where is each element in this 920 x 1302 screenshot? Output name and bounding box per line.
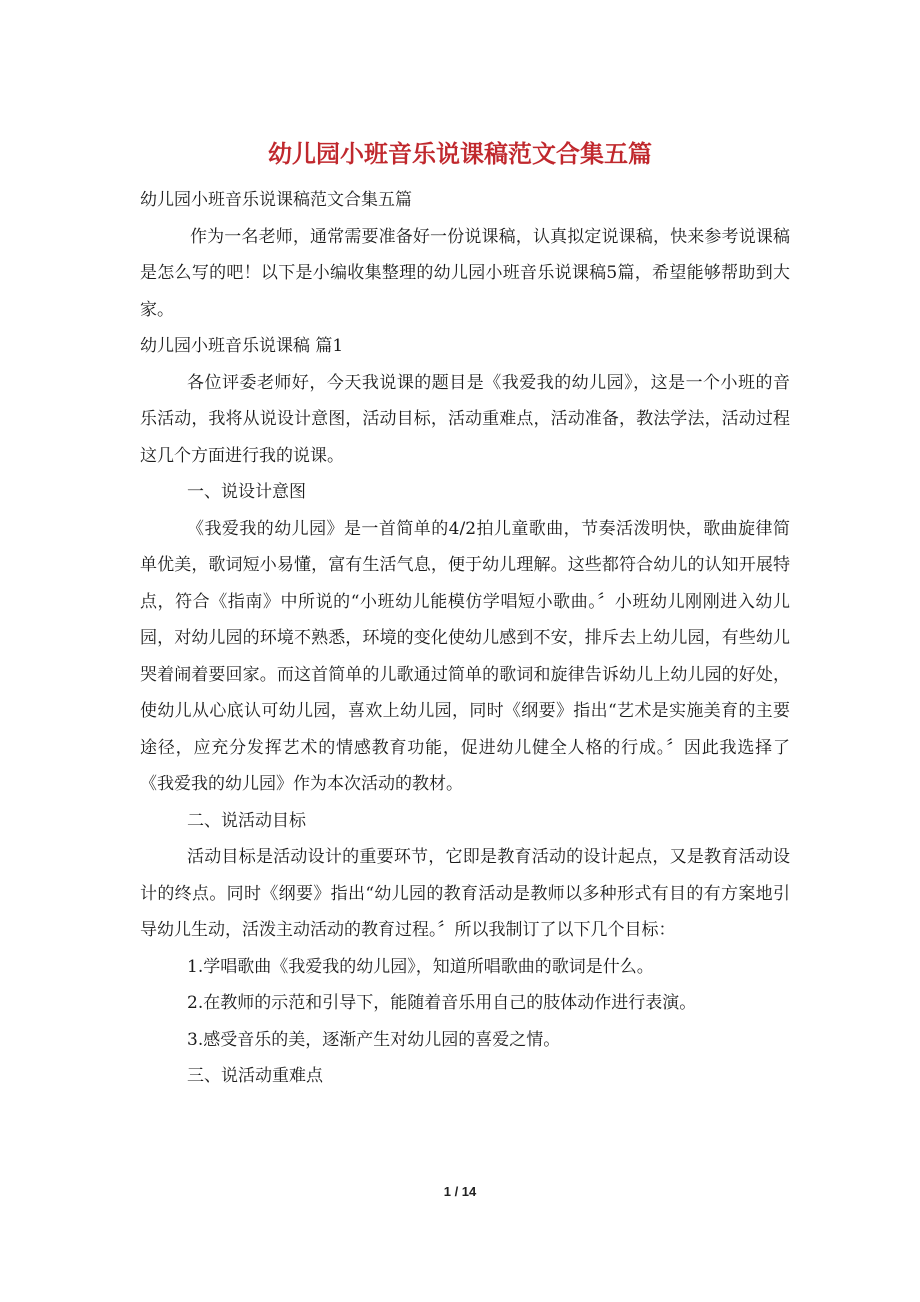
goal-item-1: 1.学唱歌曲《我爱我的幼儿园》，知道所唱歌曲的歌词是什么。 (187, 956, 654, 977)
heading-activity-goals: 二、说活动目标 (187, 810, 306, 831)
activity-goals-paragraph: 活动目标是活动设计的重要环节，它即是教育活动的设计起点，又是教育活动设计的终点。同时《纲要》指出“幼儿园的教育活动是教师以多种形式有目的有方案地引导幼儿生动，活泼主动活动的教育过程。〞所以我制订了以下几个目标： (140, 847, 790, 940)
heading-design-intent: 一、说设计意图 (187, 482, 306, 502)
document-body (140, 182, 790, 1095)
goal-item-2: 2.在教师的示范和引导下，能随着音乐用自己的肢体动作进行表演。 (187, 993, 697, 1013)
section-heading-part1: 幼儿园小班音乐说课稿 篇1 (140, 336, 344, 356)
document-title: 幼儿园小班音乐说课稿范文合集五篇 (268, 139, 652, 168)
subtitle-line: 幼儿园小班音乐说课稿范文合集五篇 (140, 190, 412, 210)
design-intent-paragraph: 《我爱我的幼儿园》是一首简单的4/2拍儿童歌曲，节奏活泼明快，歌曲旋律简单优美，歌词短小易懂，富有生活气息，便于幼儿理解。这些都符合幼儿的认知开展特点，符合《指南》中所说的“小班幼儿能模仿学唱短小歌曲。〞小班幼儿刚刚进入幼儿园，对幼儿园的环境不熟悉，环境的变化使幼儿感到不安，排斥去上幼儿园，有些幼儿哭着闹着要回家。而这首简单的儿歌通过简单的歌词和旋律告诉幼儿上幼儿园的好处，使幼儿从心底认可幼儿园，喜欢上幼儿园，同时《纲要》指出“艺术是实施美育的主要途径，应充分发挥艺术的情感教育功能，促进幼儿健全人格的行成。〞因此我选择了《我爱我的幼儿园》作为本次活动的教材。 (140, 518, 790, 794)
opening-paragraph: 各位评委老师好，今天我说课的题目是《我爱我的幼儿园》，这是一个小班的音乐活动，我将从说设计意图，活动目标，活动重难点，活动准备，教法学法，活动过程这几个方面进行我的说课。 (140, 372, 790, 466)
page-number: 1 / 14 (443, 1184, 477, 1199)
intro-paragraph: 作为一名老师，通常需要准备好一份说课稿，认真拟定说课稿，快来参考说课稿是怎么写的吧！以下是小编收集整理的幼儿园小班音乐说课稿5篇，希望能够帮助到大家。 (140, 226, 790, 320)
heading-key-difficulties: 三、说活动重难点 (187, 1066, 323, 1086)
goal-item-3: 3.感受音乐的美，逐渐产生对幼儿园的喜爱之情。 (187, 1029, 561, 1050)
